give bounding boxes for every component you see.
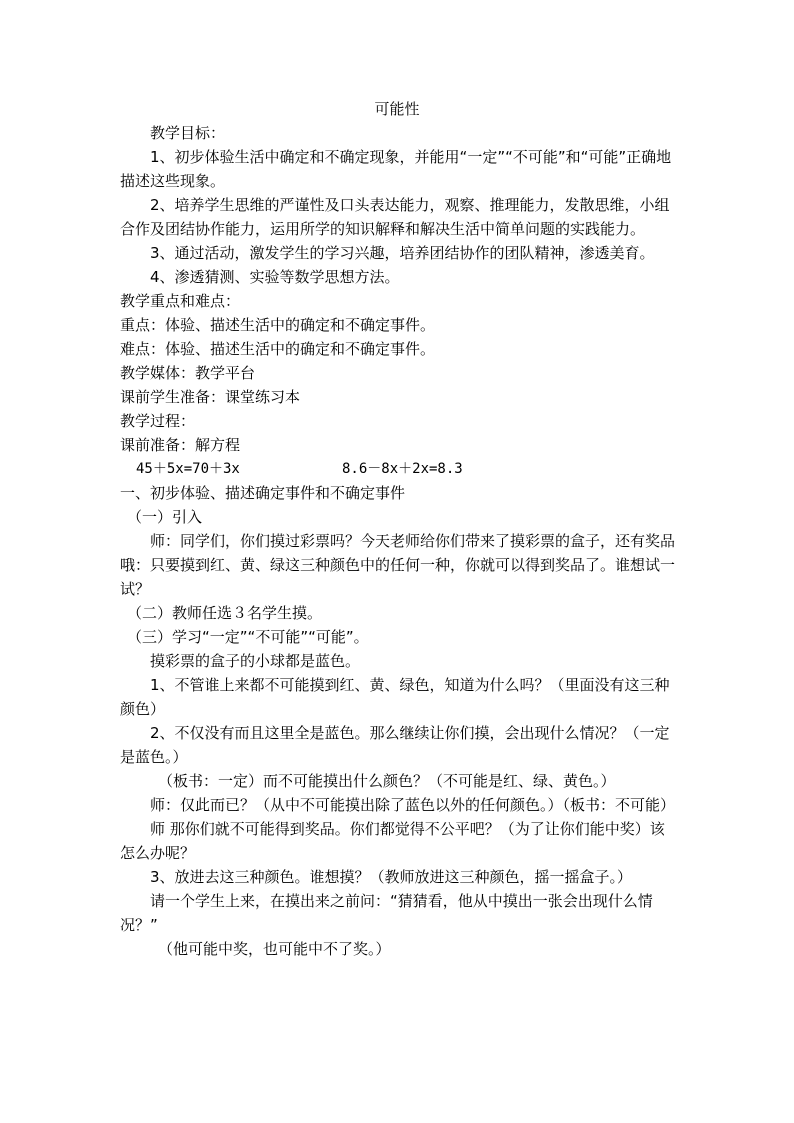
paragraph: 4、渗透猜测、实验等数学思想方法。 <box>150 268 400 286</box>
document-body <box>120 121 676 961</box>
paragraph: 教学过程： <box>120 412 196 430</box>
paragraph: 2、不仅没有而且这里全是蓝色。那么继续让你们摸，会出现什么情况？（一定是蓝色。） <box>120 724 670 766</box>
paragraph: 1、初步体验生活中确定和不确定现象，并能用“一定”“不可能”和“可能”正确地描述这些现象。 <box>120 148 672 190</box>
equation: 8.6－8x＋2x=8.3 <box>342 461 463 477</box>
paragraph: 课前准备：解方程 <box>120 436 241 454</box>
paragraph: 一、初步体验、描述确定事件和不确定事件 <box>120 484 406 502</box>
paragraph: 教学媒体：教学平台 <box>120 364 256 382</box>
paragraph: 请一个学生上来，在摸出来之前问：“猜猜看，他从中摸出一张会出现什么情况？” <box>120 892 653 934</box>
paragraph: 3、通过活动，激发学生的学习兴趣，培养团结协作的团队精神，渗透美育。 <box>150 244 655 262</box>
paragraph: 重点：体验、描述生活中的确定和不确定事件。 <box>120 316 436 334</box>
paragraph: 师 那你们就不可能得到奖品。你们都觉得不公平吧？（为了让你们能中奖）该怎么办呢？ <box>120 820 665 862</box>
paragraph: 教学重点和难点： <box>120 292 241 310</box>
paragraph: 师：同学们，你们摸过彩票吗？今天老师给你们带来了摸彩票的盒子，还有奖品哦：只要摸到红、黄、绿这三种颜色中的任何一种，你就可以得到奖品了。谁想试一试？ <box>120 532 676 598</box>
paragraph: 摸彩票的盒子的小球都是蓝色。 <box>150 652 361 670</box>
paragraph: （三）学习“一定”“不可能”“可能”。 <box>127 628 369 646</box>
paragraph: （他可能中奖，也可能中不了奖。） <box>158 940 391 958</box>
equation: 45＋5x=70＋3x <box>136 461 240 477</box>
paragraph: 课前学生准备：课堂练习本 <box>120 388 301 406</box>
document-title: 可能性 <box>374 100 420 118</box>
paragraph: 1、不管谁上来都不可能摸到红、黄、绿色，知道为什么吗？（里面没有这三种颜色） <box>120 676 670 718</box>
paragraph: 教学目标： <box>150 124 226 142</box>
paragraph: （板书：一定）而不可能摸出什么颜色？（不可能是红、绿、黄色。） <box>158 772 616 790</box>
paragraph: 师：仅此而已？（从中不可能摸出除了蓝色以外的任何颜色。）（板书：不可能） <box>150 796 676 814</box>
paragraph: 3、放进去这三种颜色。谁想摸？（教师放进这三种颜色，摇一摇盒子。） <box>150 868 633 886</box>
paragraph: 2、培养学生思维的严谨性及口头表达能力，观察、推理能力，发散思维，小组合作及团结协作能力，运用所学的知识解释和解决生活中简单问题的实践能力。 <box>120 196 670 238</box>
equation-row <box>120 457 676 481</box>
paragraph: （一）引入 <box>127 508 203 526</box>
paragraph: 难点：体验、描述生活中的确定和不确定事件。 <box>120 340 436 358</box>
paragraph: （二）教师任选３名学生摸。 <box>127 604 323 622</box>
